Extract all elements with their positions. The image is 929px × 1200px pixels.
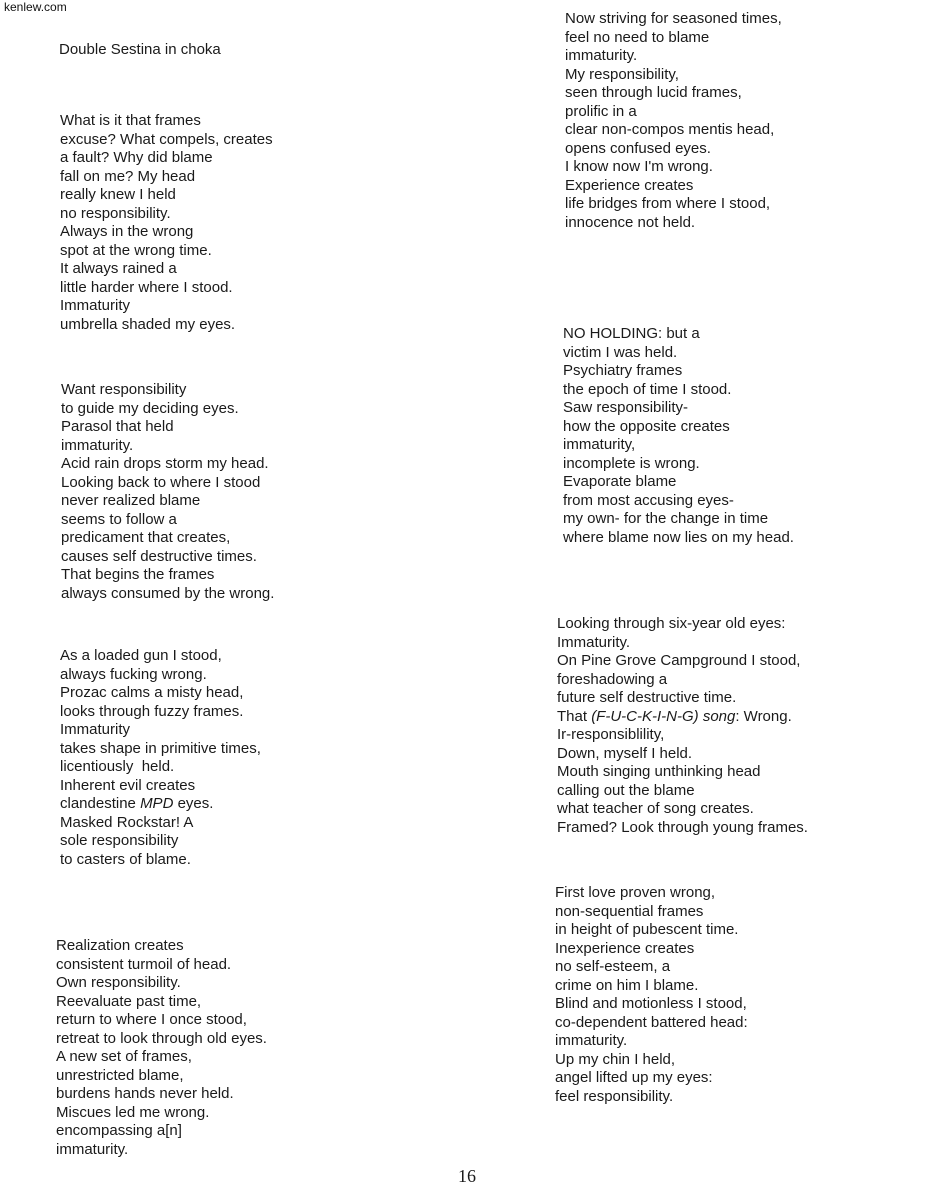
poem-line: Looking through six-year old eyes: [557, 615, 786, 632]
poem-line: a fault? Why did blame [60, 149, 213, 166]
poem-line: First love proven wrong, [555, 884, 716, 901]
line-segment: eyes. [173, 795, 214, 812]
poem-line: spot at the wrong time. [60, 241, 212, 259]
poem-line: That begins the frames [61, 566, 215, 583]
poem-line: retreat to look through old eyes. [56, 1029, 267, 1047]
poem-line: the epoch of time I stood. [563, 380, 732, 398]
poem-line: Inherent evil creates [60, 776, 196, 794]
poem-line: immaturity, [563, 436, 636, 453]
poem-line: return to where I once stood, [56, 1011, 247, 1028]
poem-line: licentiously held. [60, 758, 175, 775]
poem-line: my own- for the change in time [563, 510, 769, 527]
poem-line: Down, myself I held. [557, 744, 693, 762]
poem-line: co-dependent battered head: [555, 1013, 748, 1031]
stanza-8 [555, 884, 748, 1106]
poem-line: to guide my deciding eyes. [61, 399, 239, 417]
poem-line: Evaporate blame [563, 473, 677, 490]
poem-line: Blind and motionless I stood, [555, 995, 747, 1012]
poem-line: burdens hands never held. [56, 1085, 234, 1102]
poem-line: Immaturity [60, 297, 131, 314]
poem-line: foreshadowing a [557, 670, 668, 688]
poem-line: no self-esteem, a [555, 958, 671, 975]
poem-line: Now striving for seasoned times, [565, 10, 782, 27]
poem-line: really knew I held [60, 186, 176, 203]
stanza-7 [557, 615, 808, 837]
poem-line: Experience creates [565, 176, 694, 194]
poem-line: Psychiatry frames [563, 362, 683, 379]
poem-line: sole responsibility [60, 832, 179, 849]
line-segment-italic: (F-U-C-K-I-N-G) song [591, 707, 736, 725]
poem-line: in height of pubescent time. [555, 921, 739, 938]
page-number: 16 [458, 1166, 476, 1186]
poem-line: immaturity. [555, 1032, 628, 1049]
poem-line: Want responsibility [61, 381, 187, 398]
poem-line: life bridges from where I stood, [565, 195, 771, 212]
poem-line: seen through lucid frames, [565, 84, 742, 101]
poem-line: victim I was held. [563, 343, 678, 361]
poem-line: non-sequential frames [555, 902, 704, 920]
poem-line: innocence not held. [565, 213, 696, 231]
poem-line: how the opposite creates [563, 417, 730, 435]
poem-line: Miscues led me wrong. [56, 1103, 210, 1121]
poem-line: Up my chin I held, [555, 1050, 676, 1068]
poem-line: from most accusing eyes- [563, 491, 734, 509]
poem-line: Masked Rockstar! A [60, 813, 194, 831]
poem-line: Always in the wrong [60, 223, 194, 240]
poem-line: incomplete is wrong. [563, 454, 700, 472]
poem-line: crime on him I blame. [555, 976, 699, 994]
poem-line: immaturity. [61, 436, 134, 454]
poem-line: consistent turmoil of head. [56, 955, 232, 973]
poem-line: Reevaluate past time, [56, 992, 202, 1010]
poem-line: A new set of frames, [56, 1048, 192, 1065]
poem-line: Mouth singing unthinking head [557, 763, 761, 780]
poem-line: causes self destructive times. [61, 547, 257, 565]
poem-line: What is it that frames [60, 112, 201, 129]
poem-line: takes shape in primitive times, [60, 739, 261, 757]
poem-line: Immaturity. [557, 633, 631, 651]
poem-line: On Pine Grove Campground I stood, [557, 652, 801, 669]
poem-line: clear non-compos mentis head, [565, 121, 775, 138]
stanza-5 [565, 10, 782, 232]
poem-line: feel no need to blame [565, 28, 710, 46]
poem-line: fall on me? My head [60, 167, 196, 185]
poem-title: Double Sestina in choka [59, 41, 221, 58]
poem-line: It always rained a [60, 260, 177, 277]
poem-line: angel lifted up my eyes: [555, 1069, 713, 1086]
poem-line: where blame now lies on my head. [563, 528, 794, 546]
poem-line: Prozac calms a misty head, [60, 684, 244, 701]
line-segment: That [557, 707, 592, 725]
poem-line: Looking back to where I stood [61, 473, 261, 491]
poem-line: Ir-responsiblility, [557, 726, 665, 743]
poem-line: seems to follow a [61, 510, 177, 528]
poem-line: I know now I'm wrong. [565, 158, 713, 175]
watermark: kenlew.com [4, 0, 67, 14]
line-segment: : Wrong. [735, 707, 792, 725]
stanza-3 [60, 647, 261, 869]
stanza-1 [60, 112, 273, 334]
poem-line: Saw responsibility- [563, 399, 689, 416]
poem-line: looks through fuzzy frames. [60, 702, 244, 720]
poem-line: what teacher of song creates. [557, 800, 754, 817]
poem-line: Inexperience creates [555, 939, 695, 957]
stanza-4 [56, 937, 267, 1159]
poem-line: no responsibility. [60, 204, 171, 222]
poem-line: calling out the blame [557, 781, 695, 799]
poem-line: to casters of blame. [60, 850, 191, 868]
poem-line: Immaturity [60, 721, 131, 738]
poem-line: predicament that creates, [61, 529, 231, 546]
poem-line: always fucking wrong. [60, 665, 207, 683]
poem-line: immaturity. [565, 47, 638, 64]
poem-line: Realization creates [56, 937, 184, 954]
poem-line: feel responsibility. [555, 1087, 674, 1105]
poem-line: future self destructive time. [557, 689, 737, 706]
poem-line: little harder where I stood. [60, 278, 233, 296]
poem-line: immaturity. [56, 1140, 129, 1158]
poem-line: My responsibility, [565, 65, 679, 83]
poem-line: prolific in a [565, 102, 637, 120]
poem-line: excuse? What compels, creates [60, 130, 273, 148]
poem-line [557, 708, 808, 727]
poem-line: never realized blame [61, 492, 201, 509]
poem-line: opens confused eyes. [565, 139, 711, 157]
poem-line: Parasol that held [61, 418, 174, 435]
poem-line: As a loaded gun I stood, [60, 647, 222, 664]
line-segment-italic: MPD [140, 795, 174, 812]
poem-line: Acid rain drops storm my head. [61, 455, 269, 472]
poem-line: NO HOLDING: but a [563, 325, 700, 342]
poem-line: always consumed by the wrong. [61, 584, 275, 602]
poem-line: encompassing a[n] [56, 1122, 182, 1139]
poem-line: Own responsibility. [56, 974, 181, 991]
stanza-2 [61, 381, 274, 603]
stanza-6 [563, 325, 794, 547]
poem-line: unrestricted blame, [56, 1066, 184, 1084]
poem-line: umbrella shaded my eyes. [60, 315, 236, 333]
line-segment: clandestine [60, 795, 141, 812]
poem-line [60, 795, 261, 814]
poem-line: Framed? Look through young frames. [557, 818, 808, 836]
